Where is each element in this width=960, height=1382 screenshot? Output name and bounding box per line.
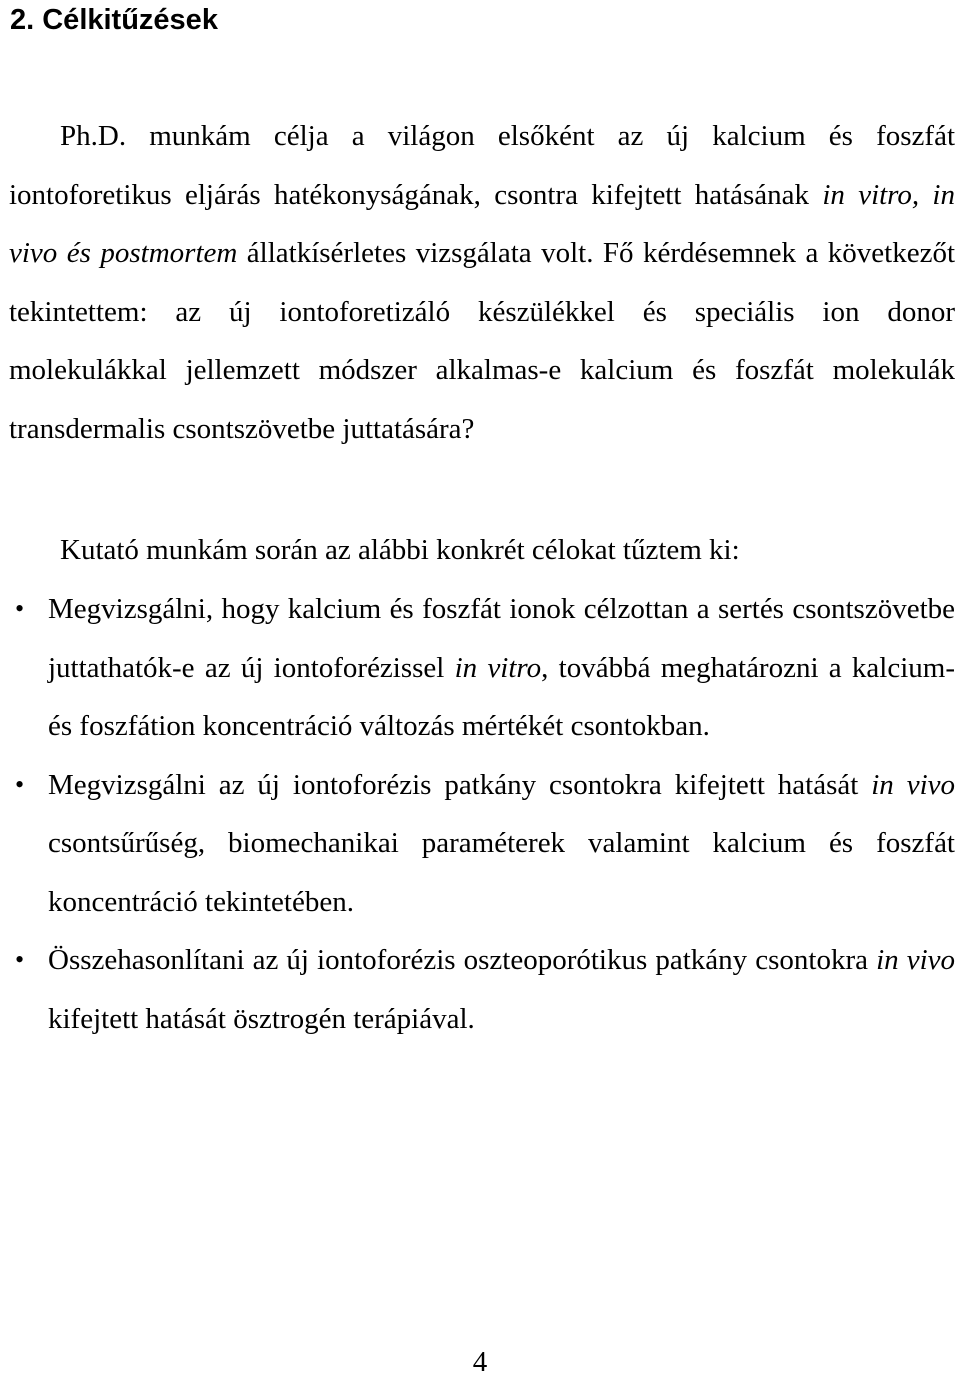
bullet-icon: • <box>15 945 25 974</box>
list-item-text-2: , továbbá meghatározni a kalcium- és foszfátion koncentráció változás mértékét csontokban. <box>48 651 955 742</box>
goals-intro-paragraph: Kutató munkám során az alábbi konkrét célokat tűztem ki: <box>60 534 740 566</box>
list-item <box>0 580 955 756</box>
list-item-text-1: Megvizsgálni, hogy kalcium és foszfát ionok célzottan a sertés csontszövetbe juttathatók-e az új iontoforézissel <box>48 593 955 684</box>
list-item-text-1: Összehasonlítani az új iontoforézis oszteoporótikus patkány csontokra <box>48 944 877 976</box>
list-item-italic: in vivo <box>871 768 956 801</box>
list-item-text-1: Megvizsgálni az új iontoforézis patkány csontokra kifejtett hatását <box>48 768 872 801</box>
page-number: 4 <box>472 1346 488 1378</box>
list-item <box>0 931 955 1048</box>
intro-text-2 <box>57 237 66 269</box>
goals-list <box>0 580 955 1048</box>
intro-italic-1: in vitro, in vivo <box>9 178 955 269</box>
bullet-icon: • <box>15 769 25 799</box>
list-item-italic: in vivo <box>876 944 955 976</box>
intro-italic-2: és postmortem <box>66 237 238 269</box>
intro-text-3: állatkísérletes vizsgálata volt. Fő kérdésemnek a következőt tekintettem: az új iontoforetizáló készülékkel és speciális ion donor molekulákkal jellemzett módszer alkalmas-e kalcium és foszfát molekulák transdermalis csontszövetbe juttatására? <box>9 237 956 445</box>
list-item <box>0 756 955 932</box>
list-item-text-2: kifejtett hatását ösztrogén terápiával. <box>48 1002 475 1035</box>
list-item-italic: in vitro <box>454 651 542 684</box>
section-heading: 2. Célkitűzések <box>10 4 218 36</box>
list-item-text-2: csontsűrűség, biomechanikai paraméterek valamint kalcium és foszfát koncentráció tekintetében. <box>48 827 955 918</box>
bullet-icon: • <box>15 594 25 623</box>
intro-text-1: Ph.D. munkám célja a világon elsőként az új kalcium és foszfát iontoforetikus eljárás hatékonyságának, csontra kifejtett hatásának <box>9 120 955 211</box>
intro-paragraph <box>9 107 955 458</box>
